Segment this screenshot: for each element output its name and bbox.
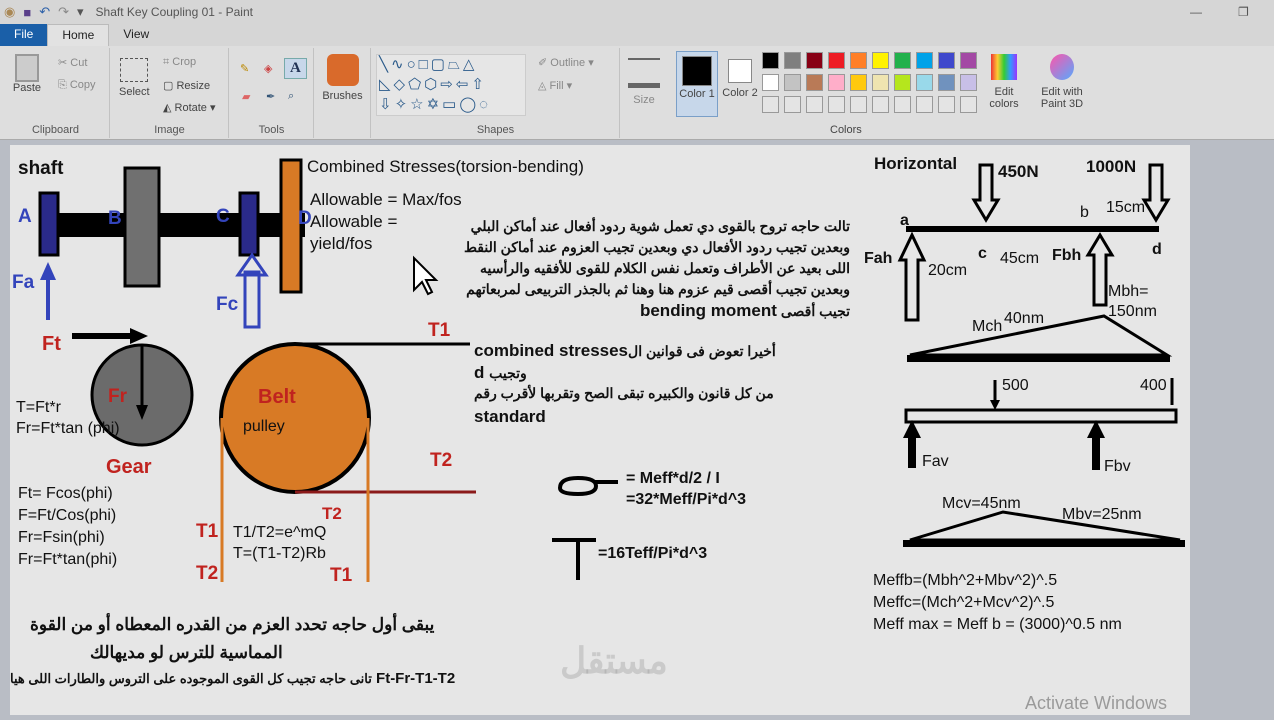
standard-text: standard [474,407,546,426]
force-450: 450N [998,162,1039,181]
image-group-label: Image [154,124,185,136]
window-title: Shaft Key Coupling 01 - Paint [95,5,253,19]
label-t2-mid: T2 [322,504,342,523]
value-mch: 40nm [1004,310,1045,327]
combined-stresses-line [474,341,776,361]
crop-label: Crop [172,56,197,68]
shapes-gallery[interactable]: ╲∿○□▢⏢△ ◺◇⬠⬡⇨⇦⇧ ⇩✧☆✡▭◯◌ [376,54,526,116]
d-line [474,363,527,383]
fc-arrow [245,272,259,327]
brushes-label: Brushes [322,90,363,102]
eraser-icon[interactable]: ▰ [242,91,251,103]
tools-group-label: Tools [258,124,285,136]
tau-equation: =16Teff/Pi*d^3 [598,545,708,562]
sigma-symbol [560,478,618,494]
cut-button[interactable]: ✂ Cut [58,57,88,69]
activate-windows-watermark: Activate Windows [1025,693,1168,713]
mouse-cursor-icon [414,258,436,294]
fill-button[interactable]: ◬ Fill ▾ [538,80,573,92]
resize-button[interactable]: ▢ Resize [163,80,211,92]
label-belt: Belt [258,386,296,408]
paint3d-label: Edit with Paint 3D [1040,86,1084,110]
label-mch: Mch [972,318,1003,335]
label-fr: Fr [108,386,127,407]
equation: Fr=Ft*tan(phi) [18,551,118,568]
belt-equations [233,522,326,564]
paint-app-icon: ◉ [4,4,16,19]
arabic-text: وتجيب [489,365,527,381]
equation: T=(T1-T2)Rb [233,545,326,562]
clipboard-group-label: Clipboard [31,124,80,136]
gear-block [125,168,159,286]
shaft-bar [40,213,305,237]
arabic-text: أخيرا تعوض فى قوانين ال [628,343,776,359]
mostaql-watermark-logo: مستقل [560,640,668,681]
bearing-a [40,193,58,255]
arabic-line-3: من كل قانون والكبيره تبقى الصح وتقربها لأقرب رقم [474,385,774,401]
rotate-label: Rotate [174,102,207,114]
allowable-line: Allowable = Max/fos [310,190,462,209]
allowable-line: yield/fos [310,234,373,253]
bending-moment-text: bending moment [639,301,777,320]
gear-equations [16,397,120,439]
force-equations [18,483,117,571]
colors-group-label: Colors [830,124,862,136]
label-mbv: Mbv=25nm [1062,506,1142,523]
equation: Ft= Fcos(phi) [18,485,113,502]
customize-qat-icon[interactable]: ▾ [77,4,84,19]
restore-button[interactable]: ❐ [1238,5,1249,19]
color1-label: Color 1 [679,88,715,100]
label-mcv: Mcv=45nm [942,495,1021,512]
value-mbh: 150nm [1108,303,1157,320]
meff-equations [873,570,1122,636]
equation: Fr=Fsin(phi) [18,529,105,546]
label-t1-bottom: T1 [330,565,353,586]
label-c: C [216,206,230,227]
save-icon[interactable]: ■ [23,4,32,20]
color2-label: Color 2 [722,87,758,99]
fill-icon[interactable]: ◈ [264,63,273,75]
label-t2-left: T2 [196,563,219,584]
label-t1-top: T1 [428,320,451,341]
color-picker-icon[interactable]: ✒ [266,91,276,103]
arabic-bottom-1: يبقى أول حاجه تحدد العزم من القدره المعطاه أو من القوة [30,615,435,634]
shaft-label: shaft [18,158,64,179]
magnifier-icon[interactable]: ⌕ [288,90,295,102]
label-ft: Ft [42,333,61,355]
equation: Meff max = Meff b = (3000)^0.5 nm [873,616,1122,633]
tab-file[interactable]: File [0,24,47,46]
resize-label: Resize [176,80,211,92]
label-fah: Fah [864,250,893,267]
load-400: 400 [1140,377,1167,394]
tau-symbol [552,540,596,580]
outline-button[interactable]: ✐ Outline ▾ [538,57,594,69]
label-fav: Fav [922,453,949,470]
pencil-icon[interactable]: ✎ [240,63,250,75]
text-icon[interactable]: A [284,58,307,79]
arabic-text: تانى حاجه تجيب كل القوى الموجوده على التروس والطارات اللى هيا [10,671,372,686]
allowable-line: Allowable = [310,212,398,231]
cut-label: Cut [70,57,88,69]
label-pulley: pulley [243,418,285,435]
label-t1-left: T1 [196,521,219,542]
label-fbh: Fbh [1052,247,1082,264]
equation: Meffc=(Mch^2+Mcv^2)^.5 [873,594,1055,611]
sigma-equation-1: = Meff*d/2 / I [626,470,720,487]
d-text: d [474,363,485,382]
point-d: d [1152,241,1162,258]
minimize-button[interactable]: — [1190,5,1202,19]
label-d: D [298,208,312,229]
tab-home[interactable]: Home [47,24,109,46]
label-fbv: Fbv [1104,458,1131,475]
point-a: a [900,212,909,229]
select-label: Select [119,86,150,98]
forces-list-text: Ft-Fr-T1-T2 [376,670,456,687]
horizontal-label: Horizontal [874,154,958,173]
label-gear: Gear [106,456,152,478]
load-500: 500 [1002,377,1029,394]
arabic-paragraph [452,216,850,322]
arabic-text: تالت حاجه تروح بالقوى دي تعمل شوية ردود أفعال عند أماكن البلي وبعدين تجيب ردود الأفعال دي وبعدين تجيب العزوم عند أماكن النقط اللى بعيد عن الأطراف وتعمل نفس الكلام للقوى للأفقيه والرأسيه وبعدين تجيب أقصى قيم عزوم هنا وهنا ثم بالجذر التربيعى لمربعاتهم تجيب أقصى [464,218,850,319]
copy-label: Copy [69,79,96,91]
arabic-bottom-3 [10,670,455,687]
paste-label: Paste [12,82,42,94]
dim-15cm: 15cm [1106,199,1146,216]
equation: T=Ft*r [16,399,61,416]
equation: Fr=Ft*tan (phi) [16,420,120,437]
combined-stresses-text: combined stresses [474,341,629,360]
arabic-bottom-2: المماسية للترس لو مديهالك [90,643,283,662]
redo-icon[interactable]: ↷ [58,4,70,19]
dim-20cm: 20cm [928,262,968,279]
edit-colors-label: Edit colors [989,86,1019,110]
label-t2-right: T2 [430,450,453,471]
undo-icon[interactable]: ↶ [39,4,51,19]
tab-view[interactable]: View [123,27,150,41]
label-fc: Fc [216,294,239,315]
label-mbh: Mbh= [1108,283,1149,300]
sigma-equation-2: =32*Meff/Pi*d^3 [626,491,747,508]
size-label: Size [633,94,655,106]
shapes-group-label: Shapes [476,124,515,136]
equation: Meffb=(Mbh^2+Mbv^2)^.5 [873,572,1058,589]
bearing-c [240,193,258,255]
crop-button[interactable]: ⌗ Crop [163,56,197,68]
allowable-block [310,189,462,255]
equation: F=Ft/Cos(phi) [18,507,117,524]
fill-label: Fill [549,80,564,92]
label-a: A [18,206,32,227]
label-fa: Fa [12,272,35,293]
point-b: b [1080,204,1089,221]
dim-45cm: 45cm [1000,250,1040,267]
combined-title: Combined Stresses(torsion-bending) [307,157,584,176]
point-c: c [978,245,987,262]
equation: T1/T2=e^mQ [233,524,327,541]
rotate-button[interactable]: ◭ Rotate ▾ [163,102,216,114]
outline-label: Outline [550,57,586,69]
copy-button[interactable]: ⎘ Copy [58,79,96,91]
label-b: B [108,208,122,229]
force-1000: 1000N [1086,157,1137,176]
